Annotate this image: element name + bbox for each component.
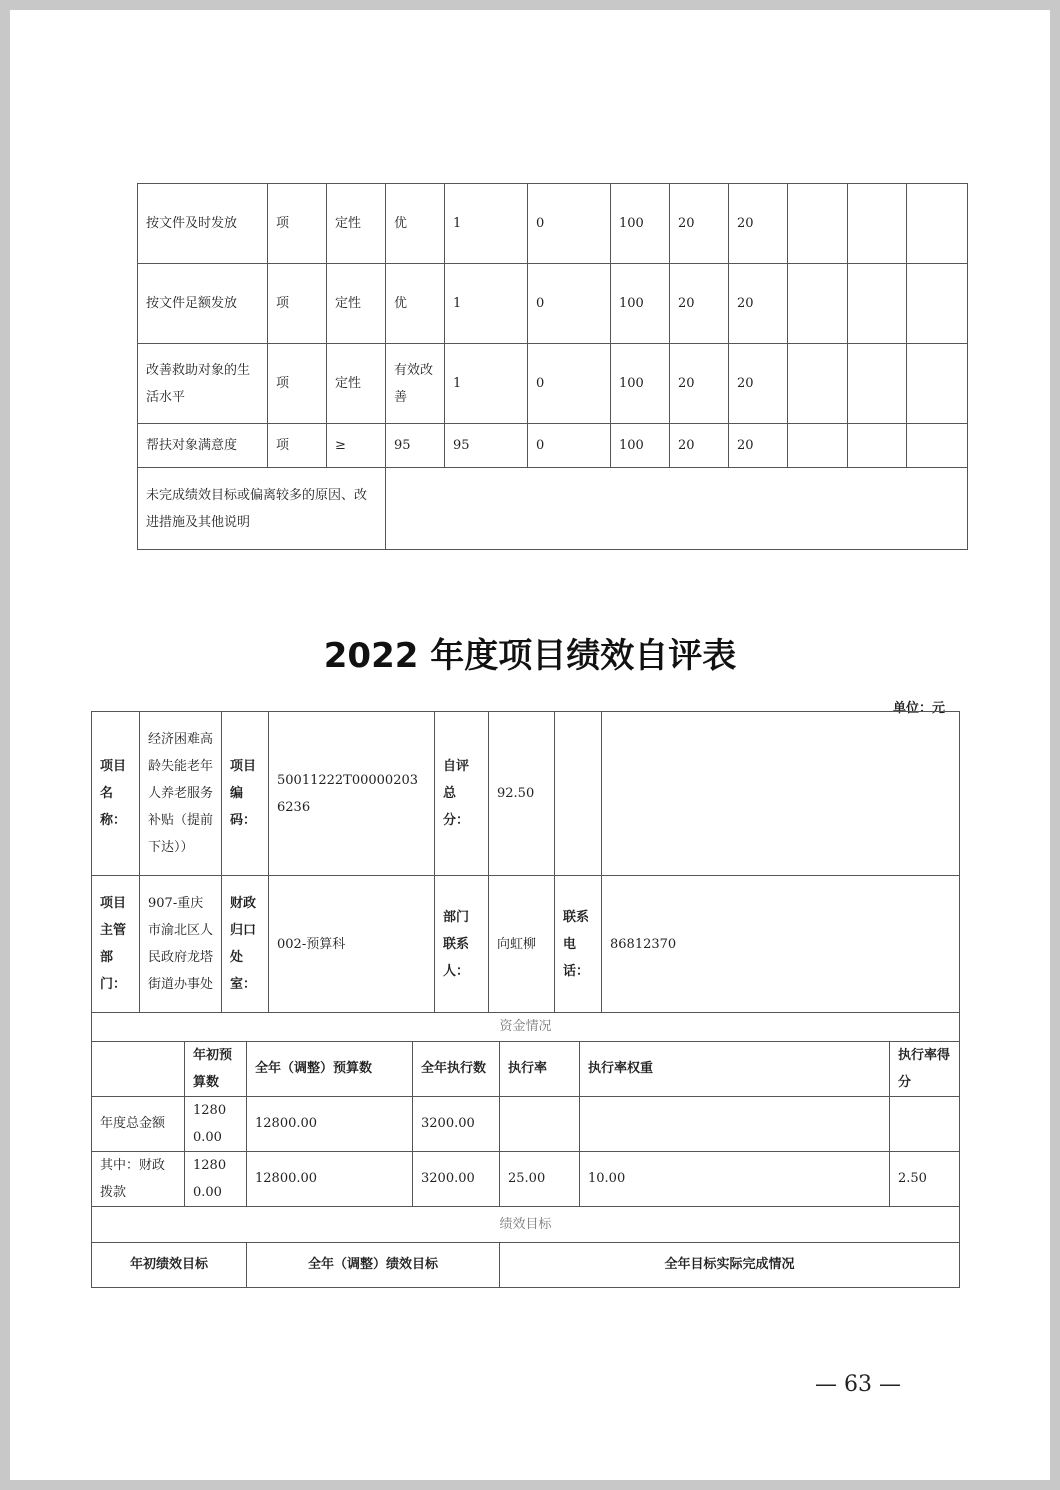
funds-header: 执行率得分 — [890, 1041, 960, 1096]
indicator-cell — [907, 264, 968, 344]
indicator-cell: 项 — [268, 344, 327, 424]
indicator-cell — [788, 184, 848, 264]
funds-cell: 年度总金额 — [92, 1096, 185, 1151]
indicator-row — [138, 184, 968, 264]
indicator-cell: ≥ — [327, 424, 386, 468]
indicator-cell: 20 — [729, 344, 788, 424]
indicator-cell: 改善救助对象的生活水平 — [138, 344, 268, 424]
indicator-cell: 按文件足额发放 — [138, 264, 268, 344]
unit-label: 单位：元 — [893, 701, 946, 716]
indicator-cell: 按文件及时发放 — [138, 184, 268, 264]
project-code-value: 50011222T000002036236 — [269, 712, 435, 876]
funds-cell: 12800.00 — [247, 1151, 413, 1206]
funds-header — [92, 1041, 185, 1096]
indicator-cell: 帮扶对象满意度 — [138, 424, 268, 468]
indicator-cell: 20 — [729, 184, 788, 264]
phone-label: 联系电话： — [555, 876, 602, 1013]
dept-label: 项目主管部门： — [92, 876, 140, 1013]
phone-value: 86812370 — [602, 876, 960, 1013]
note-label: 未完成绩效目标或偏离较多的原因、改进措施及其他说明 — [138, 468, 386, 550]
project-name-label: 项目名称： — [92, 712, 140, 876]
office-value: 002-预算科 — [269, 876, 435, 1013]
target-header: 全年目标实际完成情况 — [500, 1242, 960, 1287]
project-name-value: 经济困难高龄失能老年人养老服务补贴（提前下达）） — [140, 712, 222, 876]
contact-label: 部门联系人： — [435, 876, 489, 1013]
funds-cell: 25.00 — [500, 1151, 580, 1206]
indicator-cell: 0 — [528, 184, 611, 264]
indicator-cell: 项 — [268, 264, 327, 344]
indicator-cell: 优 — [386, 264, 445, 344]
target-header: 全年（调整）绩效目标 — [247, 1242, 500, 1287]
funds-cell: 其中：财政拨款 — [92, 1151, 185, 1206]
indicator-cell: 20 — [670, 184, 729, 264]
self-score-value: 92.50 — [489, 712, 555, 876]
indicator-cell: 95 — [445, 424, 528, 468]
indicator-cell: 20 — [729, 264, 788, 344]
indicator-cell: 定性 — [327, 184, 386, 264]
indicator-cell: 1 — [445, 264, 528, 344]
indicator-cell — [907, 184, 968, 264]
page-title: 2022 年度项目绩效自评表 — [323, 636, 737, 676]
indicator-cell: 定性 — [327, 344, 386, 424]
funds-cell — [580, 1096, 890, 1151]
indicator-cell: 项 — [268, 184, 327, 264]
indicator-cell — [788, 264, 848, 344]
indicator-cell: 20 — [670, 344, 729, 424]
indicator-cell: 项 — [268, 424, 327, 468]
empty-cell — [602, 712, 960, 876]
indicator-cell: 100 — [611, 184, 670, 264]
funds-header: 全年（调整）预算数 — [247, 1041, 413, 1096]
target-header: 年初绩效目标 — [92, 1242, 247, 1287]
funds-cell: 10.00 — [580, 1151, 890, 1206]
indicator-cell — [848, 344, 907, 424]
indicator-cell: 20 — [670, 424, 729, 468]
funds-header: 执行率 — [500, 1041, 580, 1096]
indicator-cell: 20 — [729, 424, 788, 468]
indicator-cell: 20 — [670, 264, 729, 344]
funds-cell — [500, 1096, 580, 1151]
indicator-cell: 0 — [528, 424, 611, 468]
indicator-cell: 定性 — [327, 264, 386, 344]
indicator-cell: 1 — [445, 344, 528, 424]
funds-header: 年初预算数 — [185, 1041, 247, 1096]
indicator-row — [138, 424, 968, 468]
indicator-cell — [907, 424, 968, 468]
indicator-cell: 95 — [386, 424, 445, 468]
project-code-label: 项目编码： — [222, 712, 269, 876]
indicator-cell: 100 — [611, 424, 670, 468]
indicator-table — [137, 183, 968, 550]
project-info-table — [91, 711, 960, 1013]
funds-table — [91, 1012, 960, 1288]
dept-value: 907-重庆市渝北区人民政府龙塔街道办事处 — [140, 876, 222, 1013]
indicator-cell: 优 — [386, 184, 445, 264]
indicator-cell — [788, 344, 848, 424]
indicator-cell — [848, 424, 907, 468]
funds-header: 全年执行数 — [413, 1041, 500, 1096]
indicator-cell: 100 — [611, 264, 670, 344]
indicator-cell: 有效改善 — [386, 344, 445, 424]
funds-cell: 12800.00 — [185, 1151, 247, 1206]
indicator-cell: 100 — [611, 344, 670, 424]
indicator-row — [138, 344, 968, 424]
targets-section-label: 绩效目标 — [92, 1206, 960, 1242]
funds-cell: 12800.00 — [247, 1096, 413, 1151]
funds-cell: 3200.00 — [413, 1151, 500, 1206]
self-score-label: 自评总分： — [435, 712, 489, 876]
indicator-cell — [848, 184, 907, 264]
funds-section-label: 资金情况 — [92, 1012, 960, 1041]
indicator-cell: 0 — [528, 264, 611, 344]
indicator-cell — [907, 344, 968, 424]
empty-cell — [555, 712, 602, 876]
indicator-cell — [848, 264, 907, 344]
indicator-row — [138, 264, 968, 344]
funds-cell: 12800.00 — [185, 1096, 247, 1151]
funds-cell: 3200.00 — [413, 1096, 500, 1151]
funds-cell — [890, 1096, 960, 1151]
contact-value: 向虹柳 — [489, 876, 555, 1013]
indicator-cell — [788, 424, 848, 468]
funds-cell: 2.50 — [890, 1151, 960, 1206]
note-value — [386, 468, 968, 550]
funds-header: 执行率权重 — [580, 1041, 890, 1096]
office-label: 财政归口处室： — [222, 876, 269, 1013]
indicator-cell: 0 — [528, 344, 611, 424]
page-number: — 63 — — [815, 1372, 901, 1397]
indicator-cell: 1 — [445, 184, 528, 264]
